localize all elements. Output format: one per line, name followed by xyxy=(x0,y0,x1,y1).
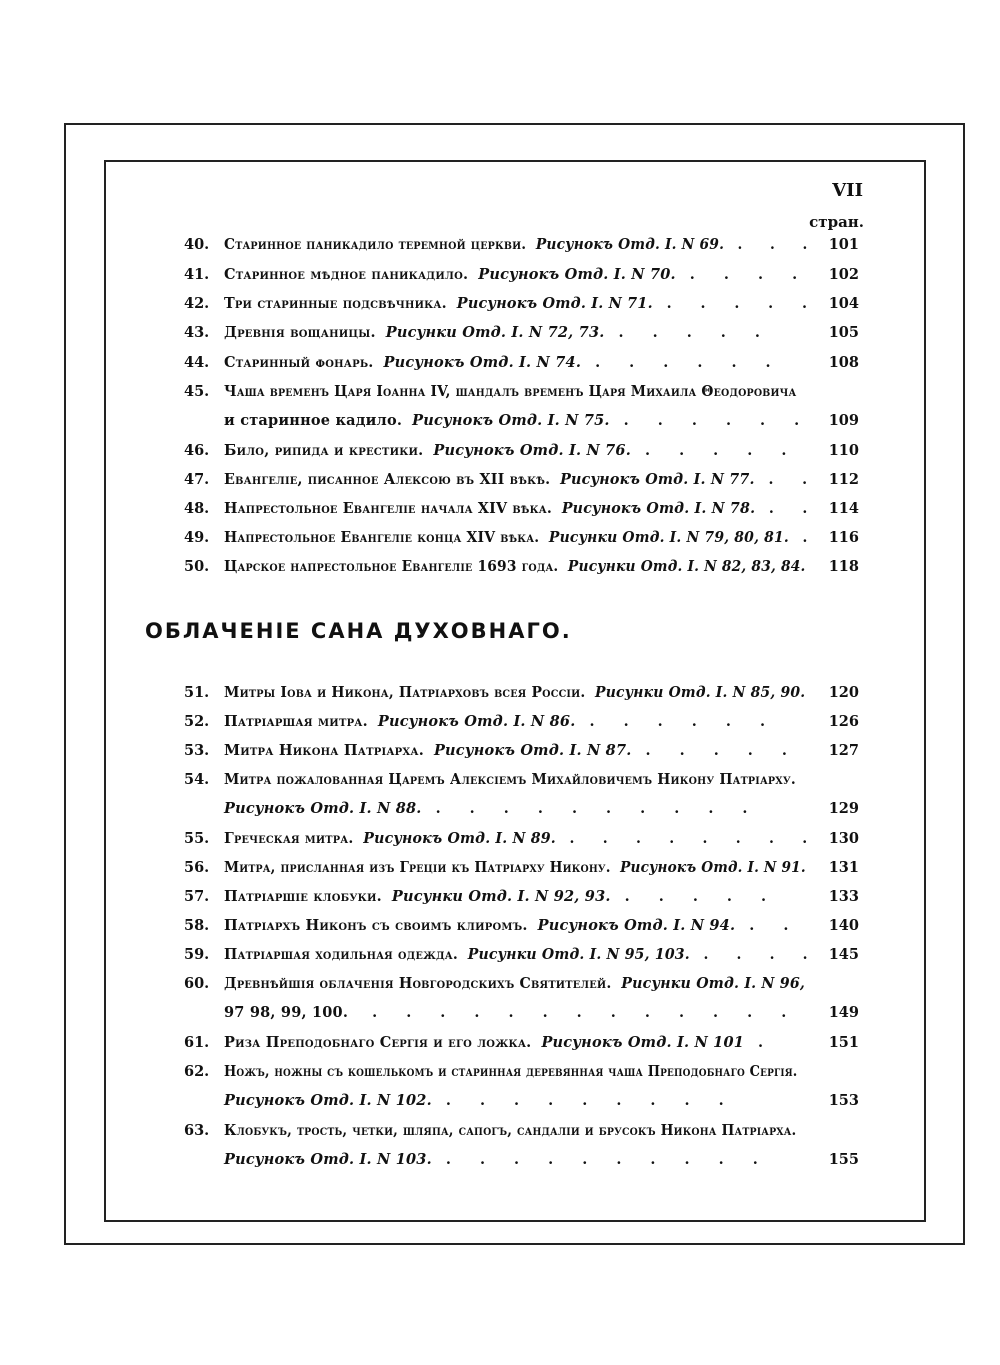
entry-text xyxy=(224,500,819,517)
entry-page: 108 xyxy=(828,354,859,371)
entry-figure-ref: Рисунокъ Отд. I. N 70. xyxy=(478,266,676,283)
entry-figure-ref: Рисунокъ Отд. I. N 91. xyxy=(620,859,806,876)
entry-figure-ref: Рисунки Отд. I. N 82, 83, 84. xyxy=(567,558,806,575)
entry-figure-ref: Рисунокъ Отд. I. N 69. xyxy=(535,236,725,253)
entry-number: 50. xyxy=(184,558,210,575)
entry-title: Митра, присланная изъ Греціи къ Патріарху Никону. xyxy=(224,859,611,876)
entry-text xyxy=(224,742,799,759)
entry-page: 104 xyxy=(828,295,859,312)
entry-title: Греческая митра. xyxy=(224,830,354,847)
toc-entry xyxy=(0,232,1000,261)
entry-number: 54. xyxy=(184,771,210,788)
entry-figure-ref: Рисунокъ Отд. I. N 78. xyxy=(561,500,756,517)
entry-text xyxy=(224,771,819,788)
toc-entry xyxy=(0,1030,1000,1059)
entry-page: 127 xyxy=(828,742,859,759)
leader-dots: . . . . . xyxy=(666,295,819,312)
entry-figure-ref: Рисунокъ Отд. I. N 77. xyxy=(560,471,755,488)
leader-dots: . . . . . xyxy=(645,742,799,759)
entry-figure-ref: Рисунокъ Отд. I. N 71. xyxy=(456,295,653,312)
entry-text xyxy=(224,558,819,575)
entry-title: Митра Никона Патріарха. xyxy=(224,742,424,759)
toc-entry xyxy=(0,680,1000,709)
entry-title: Ножъ, ножны съ кошелькомъ и старинная деревянная чаша Преподобнаго Сергія. xyxy=(224,1063,798,1080)
toc-entry xyxy=(0,291,1000,320)
toc-entry xyxy=(0,379,1000,408)
entry-number: 40. xyxy=(184,236,210,253)
entry-text xyxy=(224,236,819,253)
toc-entry xyxy=(0,1147,1000,1176)
entry-title: Митры Іова и Никона, Патріарховъ всея Россіи. xyxy=(224,684,586,701)
entry-figure-ref: Рисунокъ Отд. I. N 76. xyxy=(433,442,631,459)
entry-text xyxy=(224,442,798,459)
entry-figure-ref: Рисунки Отд. I. N 72, 73. xyxy=(385,324,605,341)
leader-dots: . . . . . xyxy=(624,888,779,905)
entry-number: 58. xyxy=(184,917,210,934)
entry-page: 153 xyxy=(828,1092,859,1109)
entry-text xyxy=(224,859,819,876)
entry-number: 51. xyxy=(184,684,210,701)
entry-page: 116 xyxy=(828,529,859,546)
entry-title: Митра пожалованная Царемъ Алексіемъ Михайловичемъ Никону Патріарху. xyxy=(224,771,796,788)
entry-number: 61. xyxy=(184,1034,210,1051)
entry-number: 52. xyxy=(184,713,210,730)
entry-text xyxy=(224,295,819,312)
entry-page: 131 xyxy=(828,859,859,876)
entry-page: 120 xyxy=(828,684,859,701)
entry-page: 149 xyxy=(828,1004,859,1021)
entry-page: 109 xyxy=(828,412,859,429)
entry-figure-ref: Рисунокъ Отд. I. N 102. xyxy=(224,1092,432,1109)
leader-dots: . . . . . . . . . . . . . xyxy=(372,1004,799,1021)
leader-dots: . . . . . . . . xyxy=(569,830,819,847)
entry-title: Патріаршіе клобуки. xyxy=(224,888,382,905)
entry-title: Древнія вощаницы. xyxy=(224,324,376,341)
leader-dots: . . xyxy=(749,917,801,934)
toc-entry xyxy=(0,408,1000,437)
entry-page: 114 xyxy=(828,500,859,517)
entry-title: 97 98, 99, 100. xyxy=(224,1004,349,1021)
toc-entry xyxy=(0,350,1000,379)
toc-entry xyxy=(0,320,1000,349)
toc-entry xyxy=(0,438,1000,467)
toc-entry xyxy=(0,971,1000,1000)
entry-text xyxy=(224,1122,819,1139)
entry-page: 118 xyxy=(828,558,859,575)
toc-entry xyxy=(0,262,1000,291)
entry-title: Напрестольное Евангеліе конца XIV вѣка. xyxy=(224,529,540,546)
toc-entry xyxy=(0,496,1000,525)
entry-page: 129 xyxy=(828,800,859,817)
entry-figure-ref: Рисунки Отд. I. N 95, 103. xyxy=(467,946,690,963)
toc-entry xyxy=(0,855,1000,884)
entry-figure-ref: Рисунокъ Отд. I. N 94. xyxy=(537,917,736,934)
entry-page: 110 xyxy=(828,442,859,459)
entry-text xyxy=(224,324,772,341)
leader-dots: . . . . . . . . . xyxy=(445,1092,736,1109)
leader-dots: . . . . xyxy=(703,946,820,963)
toc-entry xyxy=(0,1059,1000,1088)
entry-title: Риза Преподобнаго Сергія и его ложка. xyxy=(224,1034,532,1051)
entry-text xyxy=(224,383,819,400)
entry-figure-ref: Рисунокъ Отд. I. N 103. xyxy=(224,1151,432,1168)
entry-title: Чаша временъ Царя Іоанна IV, шандалъ временъ Царя Михаила Θеодоровича xyxy=(224,383,797,400)
entry-figure-ref: Рисунокъ Отд. I. N 89. xyxy=(363,830,556,847)
entry-number: 57. xyxy=(184,888,210,905)
toc-entry xyxy=(0,884,1000,913)
leader-dots: . xyxy=(802,529,819,546)
entry-title: и старинное кадило. xyxy=(224,412,403,429)
entry-page: 151 xyxy=(828,1034,859,1051)
entry-title: Старинный фонарь. xyxy=(224,354,374,371)
entry-text xyxy=(224,917,800,934)
entry-text xyxy=(224,946,819,963)
entry-title: Древнѣйшія облаченія Новгородскихъ Святителей. xyxy=(224,975,612,992)
entry-text xyxy=(224,471,819,488)
entry-page: 130 xyxy=(828,830,859,847)
entry-title: Патріаршая ходильная одежда. xyxy=(224,946,458,963)
entry-number: 42. xyxy=(184,295,210,312)
entry-text xyxy=(224,1004,798,1021)
page-number: VII xyxy=(832,180,863,201)
section-title: ОБЛАЧЕНІЕ САНА ДУХОВНАГО. xyxy=(145,619,572,643)
entry-text xyxy=(224,1151,770,1168)
entry-text xyxy=(224,1063,819,1080)
entry-number: 55. xyxy=(184,830,210,847)
entry-text xyxy=(224,412,811,429)
entry-page: 102 xyxy=(828,266,859,283)
entry-text xyxy=(224,713,777,730)
entry-page: 101 xyxy=(828,236,859,253)
entry-number: 63. xyxy=(184,1122,210,1139)
toc-entry xyxy=(0,767,1000,796)
entry-number: 47. xyxy=(184,471,210,488)
entry-text xyxy=(224,354,783,371)
entry-number: 45. xyxy=(184,383,210,400)
leader-dots: . . . . . xyxy=(644,442,799,459)
entry-number: 56. xyxy=(184,859,210,876)
entry-title: Патріархъ Никонъ съ своимъ клиромъ. xyxy=(224,917,528,934)
entry-text xyxy=(224,266,809,283)
leader-dots: . . . . . . xyxy=(595,354,783,371)
entry-figure-ref: Рисунокъ Отд. I. N 86. xyxy=(377,713,576,730)
entry-title: Патріаршая митра. xyxy=(224,713,368,730)
page-column-header: стран. xyxy=(809,213,864,231)
entry-number: 53. xyxy=(184,742,210,759)
leader-dots: . . . . . . xyxy=(589,713,777,730)
entry-title: Било, рипида и крестики. xyxy=(224,442,424,459)
entry-title: Старинное паникадило теремной церкви. xyxy=(224,236,527,253)
entry-page: 112 xyxy=(828,471,859,488)
toc-entry xyxy=(0,525,1000,554)
entry-number: 46. xyxy=(184,442,210,459)
entry-text xyxy=(224,1034,775,1051)
toc-entry xyxy=(0,1000,1000,1029)
leader-dots: . . xyxy=(768,471,819,488)
toc-entry xyxy=(0,796,1000,825)
entry-text xyxy=(224,888,778,905)
leader-dots: . . . . . . xyxy=(623,412,812,429)
toc-entry xyxy=(0,709,1000,738)
leader-dots: . . xyxy=(768,500,820,517)
leader-dots: . . . . xyxy=(689,266,810,283)
entry-figure-ref: Рисунокъ Отд. I. N 88. xyxy=(224,800,422,817)
entry-text xyxy=(224,529,819,546)
entry-number: 59. xyxy=(184,946,210,963)
entry-title: Евангеліе, писанное Алексою въ XII вѣкѣ. xyxy=(224,471,551,488)
toc-entry xyxy=(0,942,1000,971)
toc-entry xyxy=(0,738,1000,767)
leader-dots: . . . xyxy=(737,236,819,253)
entry-figure-ref: Рисунокъ Отд. I. N 87. xyxy=(433,742,632,759)
entry-title: Клобукъ, трость, четки, шляпа, сапогъ, сандаліи и брусокъ Никона Патріарха. xyxy=(224,1122,797,1139)
entry-text xyxy=(224,975,819,992)
entry-figure-ref: Рисунки Отд. I. N 96, xyxy=(621,975,806,992)
entry-figure-ref: Рисунокъ Отд. I. N 75. xyxy=(412,412,610,429)
entry-text xyxy=(224,1092,736,1109)
entry-page: 145 xyxy=(828,946,859,963)
toc-entry xyxy=(0,554,1000,583)
entry-text xyxy=(224,830,819,847)
entry-page: 133 xyxy=(828,888,859,905)
entry-number: 41. xyxy=(184,266,210,283)
entry-figure-ref: Рисунки Отд. I. N 92, 93. xyxy=(391,888,611,905)
entry-page: 126 xyxy=(828,713,859,730)
entry-page: 155 xyxy=(828,1151,859,1168)
leader-dots: . . . . . . . . . . xyxy=(445,1151,770,1168)
entry-page: 105 xyxy=(828,324,859,341)
toc-entry xyxy=(0,467,1000,496)
toc-entry xyxy=(0,1118,1000,1147)
entry-text xyxy=(224,800,759,817)
leader-dots: . . . . . . . . . . xyxy=(435,800,760,817)
entry-text xyxy=(224,684,819,701)
entry-figure-ref: Рисунки Отд. I. N 85, 90. xyxy=(595,684,806,701)
entry-number: 49. xyxy=(184,529,210,546)
entry-number: 62. xyxy=(184,1063,210,1080)
toc-entry xyxy=(0,826,1000,855)
entry-title: Напрестольное Евангеліе начала XIV вѣка. xyxy=(224,500,553,517)
entry-number: 60. xyxy=(184,975,210,992)
entry-title: Царское напрестольное Евангеліе 1693 года. xyxy=(224,558,559,575)
leader-dots: . . . . . xyxy=(618,324,772,341)
toc-entry xyxy=(0,1088,1000,1117)
entry-figure-ref: Рисунокъ Отд. I. N 101 xyxy=(541,1034,745,1051)
entry-title: Старинное мѣдное паникадило. xyxy=(224,266,469,283)
entry-figure-ref: Рисунокъ Отд. I. N 74. xyxy=(383,354,582,371)
entry-page: 140 xyxy=(828,917,859,934)
entry-number: 43. xyxy=(184,324,210,341)
entry-figure-ref: Рисунки Отд. I. N 79, 80, 81. xyxy=(548,529,789,546)
leader-dots: . xyxy=(758,1034,776,1051)
entry-number: 48. xyxy=(184,500,210,517)
entry-number: 44. xyxy=(184,354,210,371)
entry-title: Три старинные подсвѣчника. xyxy=(224,295,447,312)
toc-entry xyxy=(0,913,1000,942)
